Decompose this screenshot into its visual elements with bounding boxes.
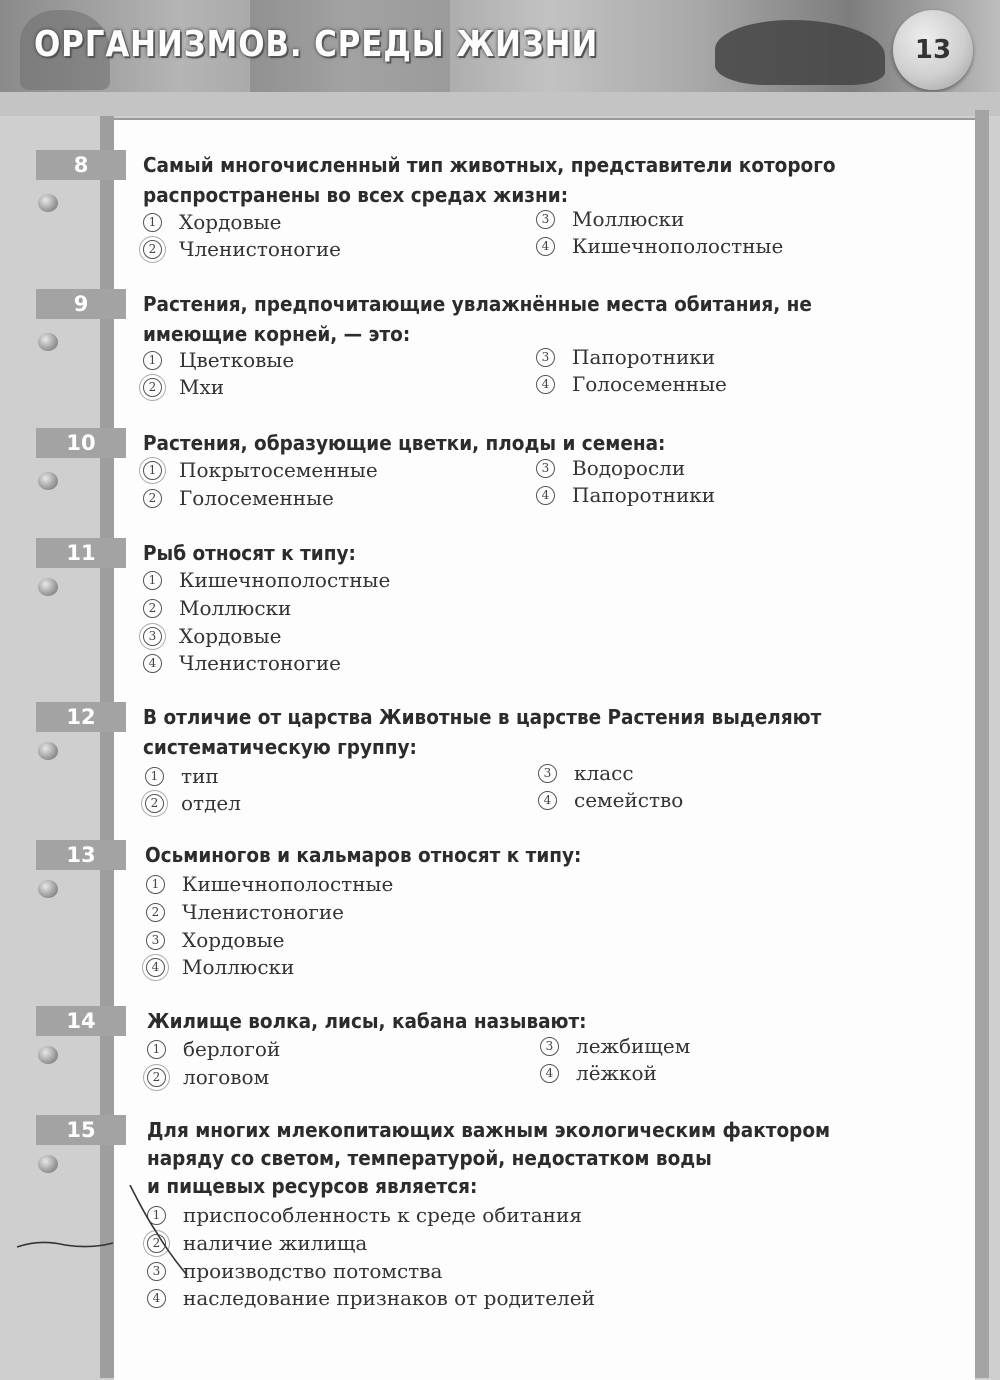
option-number-circle: 2: [147, 1068, 166, 1087]
option-2[interactable]: 2 Членистоногие: [143, 237, 341, 261]
bullet-ball-icon: [38, 472, 58, 490]
option-1[interactable]: 1 Кишечнополостные: [143, 568, 390, 592]
option-3[interactable]: 3 производство потомства: [147, 1259, 442, 1283]
option-2[interactable]: 2 отдел: [145, 791, 241, 815]
question-number-badge: 14: [36, 1006, 126, 1036]
option-number-circle: 4: [143, 654, 162, 673]
option-number-circle: 1: [147, 1040, 166, 1059]
option-1[interactable]: 1 Хордовые: [143, 210, 281, 234]
option-number-circle: 4: [536, 237, 555, 256]
option-number-circle: 1: [147, 1206, 166, 1225]
bullet-ball-icon: [38, 880, 58, 898]
option-number-circle: 1: [143, 213, 162, 232]
option-2[interactable]: 2 Моллюски: [143, 596, 291, 620]
option-number-circle: 2: [143, 378, 162, 397]
option-number-circle: 1: [146, 875, 165, 894]
question-text: Растения, предпочитающие увлажнённые места обитания, не имеющие корней, — это:: [143, 292, 812, 346]
right-rail: [975, 110, 989, 1378]
option-number-circle: 2: [146, 903, 165, 922]
option-4[interactable]: 4 Моллюски: [146, 955, 294, 979]
question-number-badge: 9: [36, 289, 126, 319]
option-3[interactable]: 3 Моллюски: [536, 207, 684, 231]
option-2[interactable]: 2 Членистоногие: [146, 900, 344, 924]
option-number-circle: 3: [536, 459, 555, 478]
question-text: В отличие от царства Животные в царстве Растения выделяют систематическую группу:: [143, 705, 822, 759]
option-3[interactable]: 3 Хордовые: [146, 928, 284, 952]
option-1[interactable]: 1 Кишечнополостные: [146, 872, 393, 896]
option-4[interactable]: 4 семейство: [538, 788, 683, 812]
question-text-line-1: Для многих млекопитающих важным экологическим фактором: [147, 1118, 831, 1142]
option-1[interactable]: 1 приспособленность к среде обитания: [147, 1203, 582, 1227]
option-2[interactable]: 2 наличие жилища: [147, 1231, 367, 1255]
question-number-badge: 8: [36, 150, 126, 180]
option-number-circle: 3: [147, 1262, 166, 1281]
option-number-circle: 4: [146, 958, 165, 977]
question-number-badge: 15: [36, 1115, 126, 1145]
option-4[interactable]: 4 Членистоногие: [143, 651, 341, 675]
option-number-circle: 4: [536, 375, 555, 394]
option-number-circle: 1: [143, 571, 162, 590]
option-4[interactable]: 4 лёжкой: [540, 1061, 657, 1085]
option-1[interactable]: 1 Покрытосеменные: [143, 458, 378, 482]
bullet-ball-icon: [38, 1046, 58, 1064]
option-3[interactable]: 3 лежбищем: [540, 1034, 690, 1058]
bison-photo: [715, 20, 885, 85]
option-number-circle: 3: [540, 1037, 559, 1056]
option-4[interactable]: 4 Голосеменные: [536, 372, 727, 396]
option-2[interactable]: 2 логовом: [147, 1065, 269, 1089]
question-text: Растения, образующие цветки, плоды и семена:: [143, 431, 666, 455]
option-3[interactable]: 3 класс: [538, 761, 634, 785]
option-number-circle: 4: [540, 1064, 559, 1083]
bullet-ball-icon: [38, 333, 58, 351]
option-number-circle: 2: [143, 599, 162, 618]
option-number-circle: 3: [143, 627, 162, 646]
option-2[interactable]: 2 Мхи: [143, 375, 224, 399]
option-number-circle: 3: [538, 764, 557, 783]
option-number-circle: 2: [143, 489, 162, 508]
option-number-circle: 2: [143, 240, 162, 259]
question-text: Рыб относят к типу:: [143, 541, 356, 565]
option-number-circle: 2: [147, 1234, 166, 1253]
bullet-ball-icon: [38, 578, 58, 596]
option-3[interactable]: 3 Хордовые: [143, 624, 281, 648]
header-banner: [0, 0, 1000, 92]
header-strip: [0, 92, 1000, 116]
option-2[interactable]: 2 Голосеменные: [143, 486, 334, 510]
pen-stroke-mark: [125, 1185, 215, 1280]
question-text-line-3: и пищевых ресурсов является:: [147, 1174, 478, 1198]
option-number-circle: 1: [145, 767, 164, 786]
option-3[interactable]: 3 Водоросли: [536, 456, 685, 480]
option-1[interactable]: 1 берлогой: [147, 1037, 280, 1061]
option-number-circle: 4: [536, 486, 555, 505]
option-number-circle: 4: [538, 791, 557, 810]
question-number-badge: 13: [36, 840, 126, 870]
page-number: 13: [893, 10, 973, 90]
option-1[interactable]: 1 тип: [145, 764, 219, 788]
question-number-badge: 11: [36, 538, 126, 568]
option-number-circle: 3: [146, 931, 165, 950]
option-number-circle: 3: [536, 348, 555, 367]
option-number-circle: 1: [143, 351, 162, 370]
question-number-badge: 12: [36, 702, 126, 732]
option-number-circle: 3: [536, 210, 555, 229]
option-1[interactable]: 1 Цветковые: [143, 348, 294, 372]
option-4[interactable]: 4 Папоротники: [536, 483, 715, 507]
question-number-badge: 10: [36, 428, 126, 458]
bullet-ball-icon: [38, 1155, 58, 1173]
option-number-circle: 4: [147, 1289, 166, 1308]
question-text-line-2: наряду со светом, температурой, недостатком воды: [147, 1146, 712, 1170]
chapter-title: ОРГАНИЗМОВ. СРЕДЫ ЖИЗНИ: [34, 24, 599, 65]
option-number-circle: 1: [143, 461, 162, 480]
bullet-ball-icon: [38, 742, 58, 760]
option-3[interactable]: 3 Папоротники: [536, 345, 715, 369]
question-text: Самый многочисленный тип животных, представители которого распространены во всех средах жизни:: [143, 153, 836, 207]
option-4[interactable]: 4 наследование признаков от родителей: [147, 1286, 595, 1310]
question-text: Жилище волка, лисы, кабана называют:: [147, 1009, 587, 1033]
option-4[interactable]: 4 Кишечнополостные: [536, 234, 783, 258]
bullet-ball-icon: [38, 194, 58, 212]
question-text: Осьминогов и кальмаров относят к типу:: [145, 843, 582, 867]
option-number-circle: 2: [145, 794, 164, 813]
pen-stroke-mark: [15, 1235, 115, 1255]
